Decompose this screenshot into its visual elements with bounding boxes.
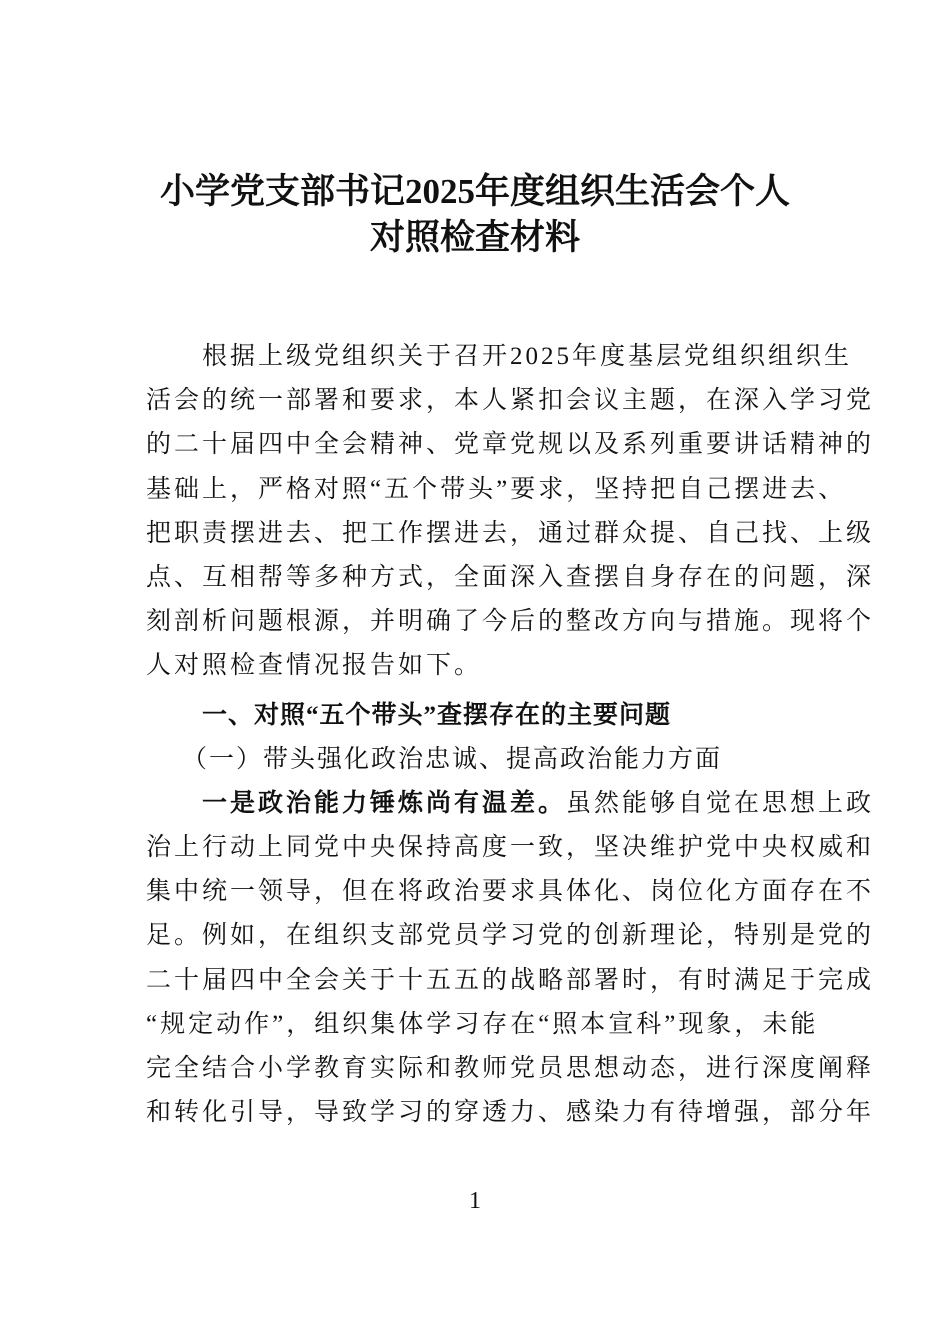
page-number: 1	[469, 1188, 481, 1214]
text-line: “规定动作”，组织集体学习存在“照本宣科”现象，未能	[146, 1010, 819, 1038]
intro-paragraph	[146, 335, 875, 689]
document-title-line-2: 对照检查材料	[369, 218, 580, 257]
text-line: 二十届四中全会关于十五五的战略部署时，有时满足于完成	[146, 966, 875, 994]
text-line: 点、互相帮等多种方式，全面深入查摆自身存在的问题，深	[146, 563, 875, 591]
text-line: 治上行动上同党中央保持高度一致，坚决维护党中央权威和	[146, 834, 875, 862]
text-line: 人对照检查情况报告如下。	[146, 652, 483, 680]
text-line: 活会的统一部署和要求，本人紧扣会议主题，在深入学习党	[146, 387, 875, 415]
text-line: 刻剖析问题根源，并明确了今后的整改方向与措施。现将个	[146, 608, 875, 636]
section-heading: 一、对照“五个带头”查摆存在的主要问题	[202, 701, 672, 729]
subsection-heading: （一）带头强化政治忠诚、提高政治能力方面	[182, 745, 723, 773]
text-line: 把职责摆进去、把工作摆进去，通过群众提、自己找、上级	[146, 519, 875, 547]
document-body	[146, 335, 875, 1135]
point-text: 虽然能够自觉在思想上政	[566, 789, 875, 817]
text-line: 集中统一领导，但在将政治要求具体化、岗位化方面存在不	[146, 878, 875, 906]
text-line: 基础上，严格对照“五个带头”要求，坚持把自己摆进去、	[146, 475, 847, 503]
text-line: 和转化引导，导致学习的穿透力、感染力有待增强，部分年	[146, 1099, 875, 1127]
point-paragraph	[146, 782, 875, 1136]
text-line: 足。例如，在组织支部党员学习党的创新理论，特别是党的	[146, 922, 875, 950]
text-line	[146, 782, 875, 826]
document-title-line-1: 小学党支部书记2025年度组织生活会个人	[159, 172, 790, 211]
text-line: 根据上级党组织关于召开2025年度基层党组织组织生	[202, 343, 853, 370]
text-line: 完全结合小学教育实际和教师党员思想动态，进行深度阐释	[146, 1055, 875, 1082]
point-lead: 一是政治能力锤炼尚有温差。	[202, 789, 567, 817]
text-line: 的二十届四中全会精神、党章党规以及系列重要讲话精神的	[146, 431, 875, 459]
